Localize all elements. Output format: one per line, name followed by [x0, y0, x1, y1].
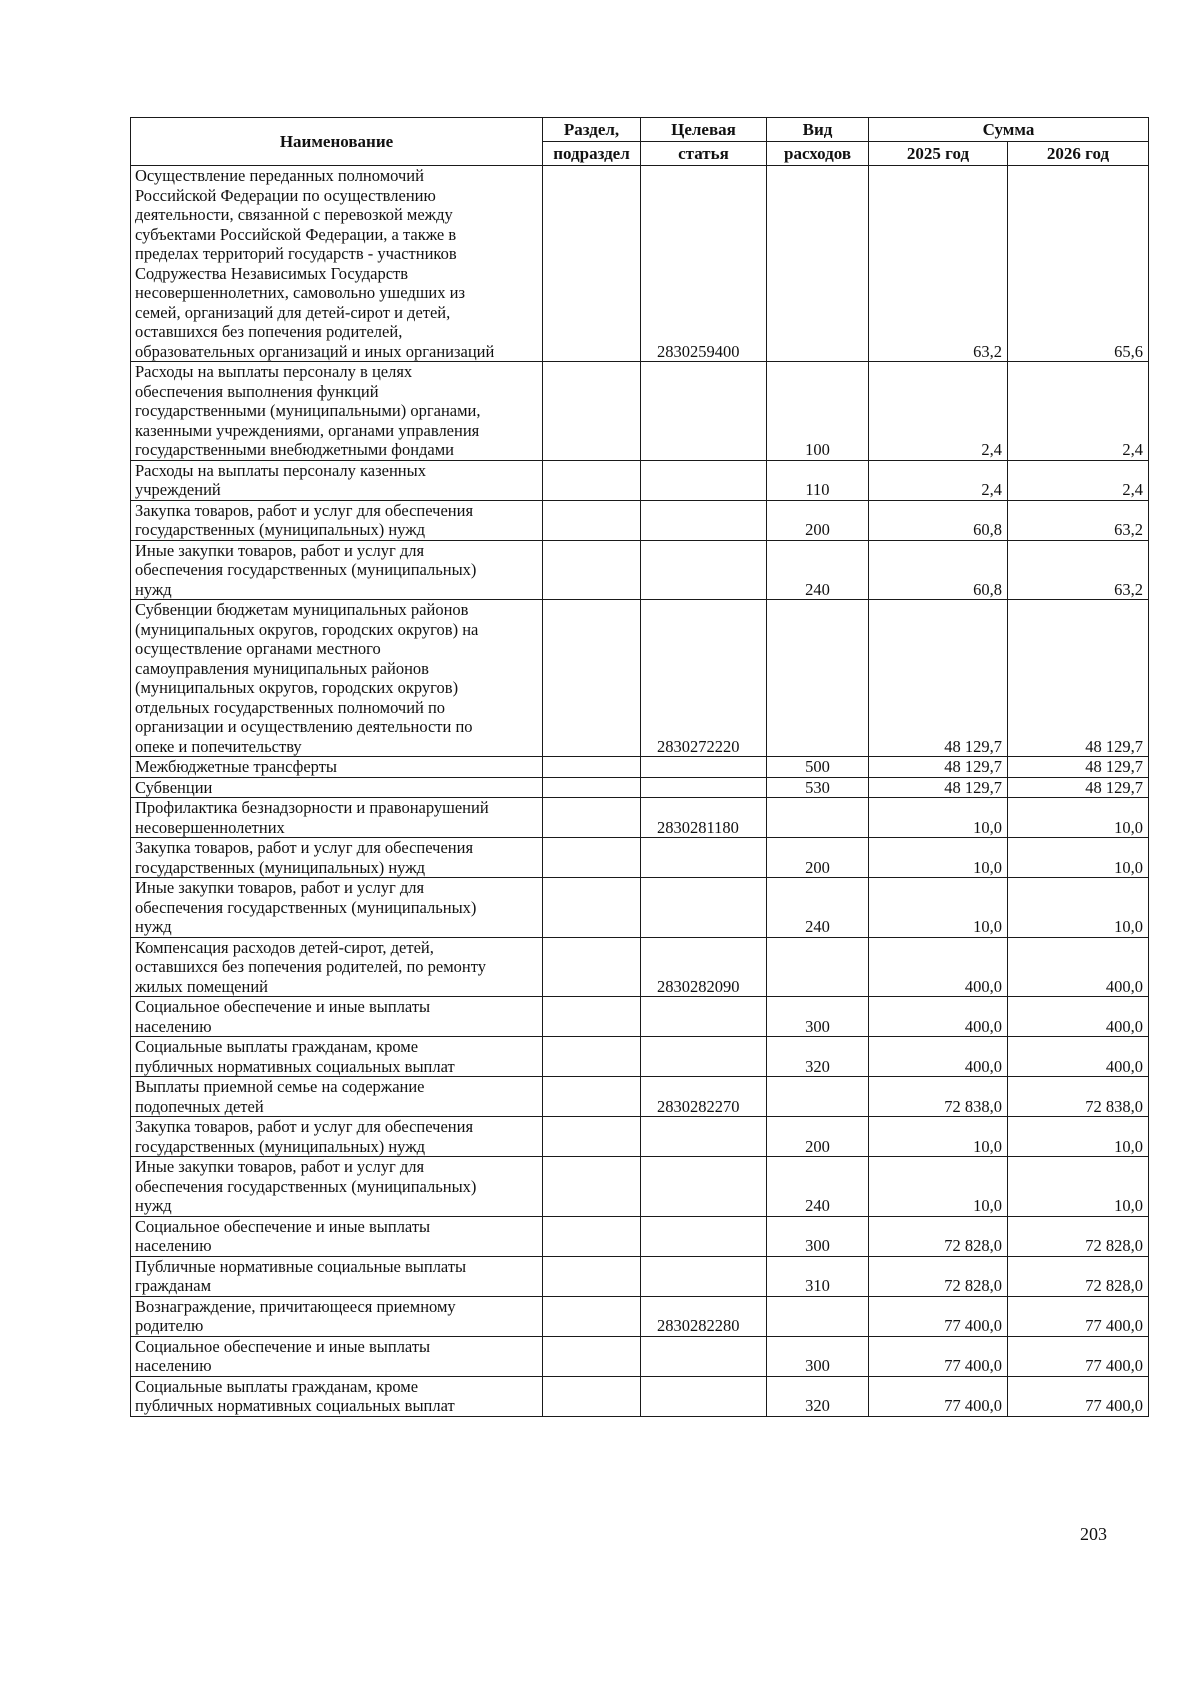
row-name — [131, 878, 543, 938]
table-row — [131, 937, 1149, 997]
row-name-line: отдельных государственных полномочий по — [135, 697, 446, 717]
header-podrazdel: подраздел — [543, 142, 641, 166]
row-name-line: государственных (муниципальных) нужд — [135, 520, 425, 539]
row-celevaya-statya — [641, 1336, 767, 1376]
row-sum-2026: 65,6 — [1008, 166, 1149, 362]
row-sum-2025: 2,4 — [869, 362, 1008, 461]
row-sum-2025: 48 129,7 — [869, 777, 1008, 798]
row-sum-2025: 72 828,0 — [869, 1256, 1008, 1296]
row-vid-rashodov: 200 — [767, 838, 869, 878]
table-row — [131, 798, 1149, 838]
row-vid-rashodov — [767, 937, 869, 997]
row-sum-2025: 77 400,0 — [869, 1336, 1008, 1376]
page-number: 203 — [1080, 1524, 1107, 1544]
row-sum-2026: 400,0 — [1008, 1037, 1149, 1077]
row-name-line: деятельности, связанной с перевозкой между — [135, 205, 453, 224]
row-name-line: организации и осуществлению деятельности по — [135, 717, 473, 736]
row-name-line: государственными (муниципальными) органами, — [135, 401, 481, 420]
row-name-line: нужд — [135, 1196, 172, 1215]
row-name-line: Социальное обеспечение и иные выплаты — [135, 997, 431, 1016]
header-vid: Вид — [767, 118, 869, 142]
row-name-line: семей, организаций для детей-сирот и детей, — [135, 302, 451, 322]
row-sum-2025: 63,2 — [869, 166, 1008, 362]
row-name-line: нужд — [135, 579, 172, 599]
row-vid-rashodov: 300 — [767, 997, 869, 1037]
row-sum-2026: 2,4 — [1008, 362, 1149, 461]
row-celevaya-statya — [641, 1117, 767, 1157]
row-name-line: Российской Федерации по осуществлению — [135, 185, 436, 205]
row-razdel — [543, 1157, 641, 1217]
row-celevaya-statya: 2830282280 — [641, 1296, 767, 1336]
row-vid-rashodov — [767, 798, 869, 838]
row-name-line: Иные закупки товаров, работ и услуг для — [135, 1157, 425, 1176]
row-name-line: Иные закупки товаров, работ и услуг для — [135, 540, 425, 560]
row-razdel — [543, 1037, 641, 1077]
table-row — [131, 1117, 1149, 1157]
row-name-line: Социальные выплаты гражданам, кроме — [135, 1376, 419, 1396]
row-celevaya-statya — [641, 362, 767, 461]
row-vid-rashodov: 200 — [767, 500, 869, 540]
row-name-line: публичных нормативных социальных выплат — [135, 1056, 455, 1076]
row-sum-2025: 10,0 — [869, 878, 1008, 938]
table-row — [131, 166, 1149, 362]
row-vid-rashodov: 300 — [767, 1336, 869, 1376]
row-celevaya-statya: 2830259400 — [641, 166, 767, 362]
row-celevaya-statya: 2830272220 — [641, 600, 767, 757]
row-celevaya-statya — [641, 997, 767, 1037]
row-name — [131, 362, 543, 461]
header-year-2025: 2025 год — [869, 142, 1008, 166]
row-name-line: Вознаграждение, причитающееся приемному — [135, 1296, 456, 1316]
row-sum-2025: 400,0 — [869, 997, 1008, 1037]
row-vid-rashodov — [767, 1077, 869, 1117]
header-razdel: Раздел, — [543, 118, 641, 142]
row-name-line: населению — [135, 1356, 212, 1375]
row-name — [131, 460, 543, 500]
row-razdel — [543, 1077, 641, 1117]
row-name-line: обеспечения государственных (муниципальных) — [135, 1176, 477, 1196]
row-name-line: государственных (муниципальных) нужд — [135, 857, 425, 877]
row-celevaya-statya — [641, 1376, 767, 1416]
row-name-line: государственными внебюджетными фондами — [135, 440, 455, 459]
table-row — [131, 1336, 1149, 1376]
row-name — [131, 1077, 543, 1117]
row-name-line: субъектами Российской Федерации, а также в — [135, 224, 457, 244]
header-celevaya: Целевая — [641, 118, 767, 142]
row-celevaya-statya — [641, 1256, 767, 1296]
row-sum-2026: 48 129,7 — [1008, 777, 1149, 798]
header-year-2026: 2026 год — [1008, 142, 1149, 166]
row-celevaya-statya: 2830281180 — [641, 798, 767, 838]
table-row — [131, 878, 1149, 938]
row-vid-rashodov: 110 — [767, 460, 869, 500]
row-name — [131, 937, 543, 997]
row-sum-2026: 72 828,0 — [1008, 1216, 1149, 1256]
table-row — [131, 838, 1149, 878]
table-row — [131, 777, 1149, 798]
row-sum-2026: 2,4 — [1008, 460, 1149, 500]
row-sum-2026: 10,0 — [1008, 878, 1149, 938]
row-name-line: учреждений — [135, 480, 221, 499]
row-celevaya-statya — [641, 1216, 767, 1256]
row-name — [131, 1256, 543, 1296]
row-name — [131, 166, 543, 362]
row-name-line: Социальные выплаты гражданам, кроме — [135, 1037, 419, 1056]
row-name-line: Выплаты приемной семье на содержание — [135, 1077, 425, 1096]
row-sum-2026: 72 828,0 — [1008, 1256, 1149, 1296]
table-row — [131, 1216, 1149, 1256]
row-name-line: казенными учреждениями, органами управления — [135, 420, 480, 440]
row-sum-2025: 77 400,0 — [869, 1376, 1008, 1416]
row-name — [131, 1296, 543, 1336]
row-sum-2026: 48 129,7 — [1008, 600, 1149, 757]
row-name-line: несовершеннолетних, самовольно ушедших из — [135, 283, 465, 302]
row-name-line: пределах территорий государств - участников — [135, 244, 457, 263]
row-sum-2025: 72 838,0 — [869, 1077, 1008, 1117]
table-row — [131, 1157, 1149, 1217]
row-name-line: Компенсация расходов детей-сирот, детей, — [135, 937, 434, 957]
row-name-line: Профилактика безнадзорности и правонарушений — [135, 798, 489, 817]
row-razdel — [543, 757, 641, 778]
row-sum-2026: 10,0 — [1008, 798, 1149, 838]
row-name-line: обеспечения государственных (муниципальных) — [135, 897, 477, 917]
row-sum-2026: 10,0 — [1008, 1117, 1149, 1157]
table-row — [131, 1077, 1149, 1117]
row-name-line: оставшихся без попечения родителей, по ремонту — [135, 957, 486, 976]
row-sum-2026: 400,0 — [1008, 997, 1149, 1037]
row-sum-2025: 10,0 — [869, 798, 1008, 838]
row-sum-2026: 77 400,0 — [1008, 1376, 1149, 1416]
row-sum-2025: 48 129,7 — [869, 757, 1008, 778]
row-vid-rashodov: 300 — [767, 1216, 869, 1256]
table-row — [131, 540, 1149, 600]
row-sum-2026: 63,2 — [1008, 500, 1149, 540]
row-name-line: Публичные нормативные социальные выплаты — [135, 1256, 467, 1276]
row-vid-rashodov: 310 — [767, 1256, 869, 1296]
row-sum-2026: 10,0 — [1008, 838, 1149, 878]
row-celevaya-statya — [641, 460, 767, 500]
row-name-line: жилых помещений — [135, 976, 268, 996]
row-celevaya-statya — [641, 777, 767, 798]
row-sum-2026: 63,2 — [1008, 540, 1149, 600]
row-sum-2026: 400,0 — [1008, 937, 1149, 997]
row-razdel — [543, 540, 641, 600]
row-razdel — [543, 460, 641, 500]
row-celevaya-statya — [641, 540, 767, 600]
row-celevaya-statya: 2830282090 — [641, 937, 767, 997]
row-vid-rashodov: 240 — [767, 540, 869, 600]
row-sum-2026: 77 400,0 — [1008, 1336, 1149, 1376]
row-razdel — [543, 798, 641, 838]
row-name-line: Межбюджетные трансферты — [135, 757, 338, 776]
row-vid-rashodov: 500 — [767, 757, 869, 778]
row-name-line: подопечных детей — [135, 1096, 264, 1116]
row-vid-rashodov — [767, 600, 869, 757]
table-row — [131, 362, 1149, 461]
row-razdel — [543, 838, 641, 878]
row-name-line: населению — [135, 1016, 212, 1036]
row-name-line: Закупка товаров, работ и услуг для обеспечения — [135, 1117, 474, 1136]
table-row — [131, 1256, 1149, 1296]
row-name-line: Социальное обеспечение и иные выплаты — [135, 1216, 431, 1236]
row-razdel — [543, 777, 641, 798]
row-vid-rashodov — [767, 1296, 869, 1336]
row-name-line: Содружества Независимых Государств — [135, 263, 409, 283]
row-vid-rashodov: 100 — [767, 362, 869, 461]
row-sum-2025: 77 400,0 — [869, 1296, 1008, 1336]
row-razdel — [543, 878, 641, 938]
row-sum-2026: 48 129,7 — [1008, 757, 1149, 778]
table-row — [131, 460, 1149, 500]
row-name-line: Закупка товаров, работ и услуг для обеспечения — [135, 500, 474, 520]
row-sum-2025: 60,8 — [869, 500, 1008, 540]
row-name-line: Субвенции — [135, 777, 213, 797]
row-name — [131, 757, 543, 778]
row-sum-2025: 72 828,0 — [869, 1216, 1008, 1256]
table-row — [131, 600, 1149, 757]
row-sum-2025: 48 129,7 — [869, 600, 1008, 757]
row-name — [131, 540, 543, 600]
row-celevaya-statya — [641, 757, 767, 778]
row-name-line: опеке и попечительству — [135, 736, 302, 756]
row-razdel — [543, 500, 641, 540]
row-sum-2025: 60,8 — [869, 540, 1008, 600]
row-vid-rashodov: 200 — [767, 1117, 869, 1157]
row-vid-rashodov: 320 — [767, 1037, 869, 1077]
row-name-line: нужд — [135, 917, 172, 936]
row-name-line: Расходы на выплаты персоналу в целях — [135, 362, 413, 381]
header-summa: Сумма — [869, 118, 1149, 142]
row-sum-2025: 400,0 — [869, 937, 1008, 997]
row-name — [131, 1216, 543, 1256]
table-row — [131, 1296, 1149, 1336]
row-vid-rashodov — [767, 166, 869, 362]
row-name — [131, 1037, 543, 1077]
row-celevaya-statya — [641, 878, 767, 938]
row-name — [131, 500, 543, 540]
table-row — [131, 757, 1149, 778]
row-name — [131, 1117, 543, 1157]
row-name-line: самоуправления муниципальных районов — [135, 658, 429, 678]
row-name-line: родителю — [135, 1316, 204, 1335]
table-body — [131, 166, 1149, 1417]
row-name — [131, 600, 543, 757]
row-vid-rashodov: 320 — [767, 1376, 869, 1416]
row-razdel — [543, 1376, 641, 1416]
row-name — [131, 1157, 543, 1217]
row-razdel — [543, 1216, 641, 1256]
row-razdel — [543, 166, 641, 362]
row-name — [131, 777, 543, 798]
row-razdel — [543, 1256, 641, 1296]
row-name-line: Закупка товаров, работ и услуг для обеспечения — [135, 838, 474, 857]
row-sum-2025: 10,0 — [869, 1157, 1008, 1217]
header-statya: статья — [641, 142, 767, 166]
row-name — [131, 838, 543, 878]
row-razdel — [543, 1296, 641, 1336]
row-vid-rashodov: 240 — [767, 1157, 869, 1217]
row-razdel — [543, 1336, 641, 1376]
row-celevaya-statya — [641, 1157, 767, 1217]
row-razdel — [543, 1117, 641, 1157]
row-sum-2025: 10,0 — [869, 838, 1008, 878]
row-name-line: обеспечения выполнения функций — [135, 381, 379, 401]
row-name-line: осуществление органами местного — [135, 639, 381, 658]
row-razdel — [543, 937, 641, 997]
row-vid-rashodov: 530 — [767, 777, 869, 798]
row-name-line: обеспечения государственных (муниципальных) — [135, 560, 477, 579]
row-name-line: населению — [135, 1236, 212, 1255]
row-celevaya-statya — [641, 838, 767, 878]
row-name — [131, 798, 543, 838]
row-sum-2025: 2,4 — [869, 460, 1008, 500]
table-header — [131, 118, 1149, 166]
row-sum-2026: 72 838,0 — [1008, 1077, 1149, 1117]
row-name-line: Расходы на выплаты персоналу казенных — [135, 460, 426, 480]
header-rashodov: расходов — [767, 142, 869, 166]
row-razdel — [543, 600, 641, 757]
row-name-line: Социальное обеспечение и иные выплаты — [135, 1336, 431, 1356]
table-row — [131, 1376, 1149, 1416]
row-vid-rashodov: 240 — [767, 878, 869, 938]
row-name-line: гражданам — [135, 1276, 212, 1295]
row-name — [131, 997, 543, 1037]
row-celevaya-statya: 2830282270 — [641, 1077, 767, 1117]
row-name-line: публичных нормативных социальных выплат — [135, 1396, 455, 1415]
row-celevaya-statya — [641, 1037, 767, 1077]
header-name: Наименование — [131, 118, 543, 166]
row-name-line: (муниципальных округов, городских округов) на — [135, 619, 479, 639]
row-sum-2025: 10,0 — [869, 1117, 1008, 1157]
row-sum-2025: 400,0 — [869, 1037, 1008, 1077]
row-celevaya-statya — [641, 500, 767, 540]
table-row — [131, 997, 1149, 1037]
row-razdel — [543, 997, 641, 1037]
row-name-line: Иные закупки товаров, работ и услуг для — [135, 878, 425, 897]
row-name — [131, 1376, 543, 1416]
table-row — [131, 500, 1149, 540]
table-row — [131, 1037, 1149, 1077]
row-name-line: несовершеннолетних — [135, 817, 285, 837]
budget-table — [130, 117, 1149, 1417]
row-name-line: Субвенции бюджетам муниципальных районов — [135, 600, 469, 619]
row-name-line: оставшихся без попечения родителей, — [135, 322, 403, 341]
row-name — [131, 1336, 543, 1376]
row-name-line: (муниципальных округов, городских округов) — [135, 678, 459, 697]
row-name-line: государственных (муниципальных) нужд — [135, 1136, 425, 1156]
row-sum-2026: 77 400,0 — [1008, 1296, 1149, 1336]
row-name-line: Осуществление переданных полномочий — [135, 166, 424, 185]
row-razdel — [543, 362, 641, 461]
row-sum-2026: 10,0 — [1008, 1157, 1149, 1217]
row-name-line: образовательных организаций и иных организаций — [135, 341, 495, 361]
